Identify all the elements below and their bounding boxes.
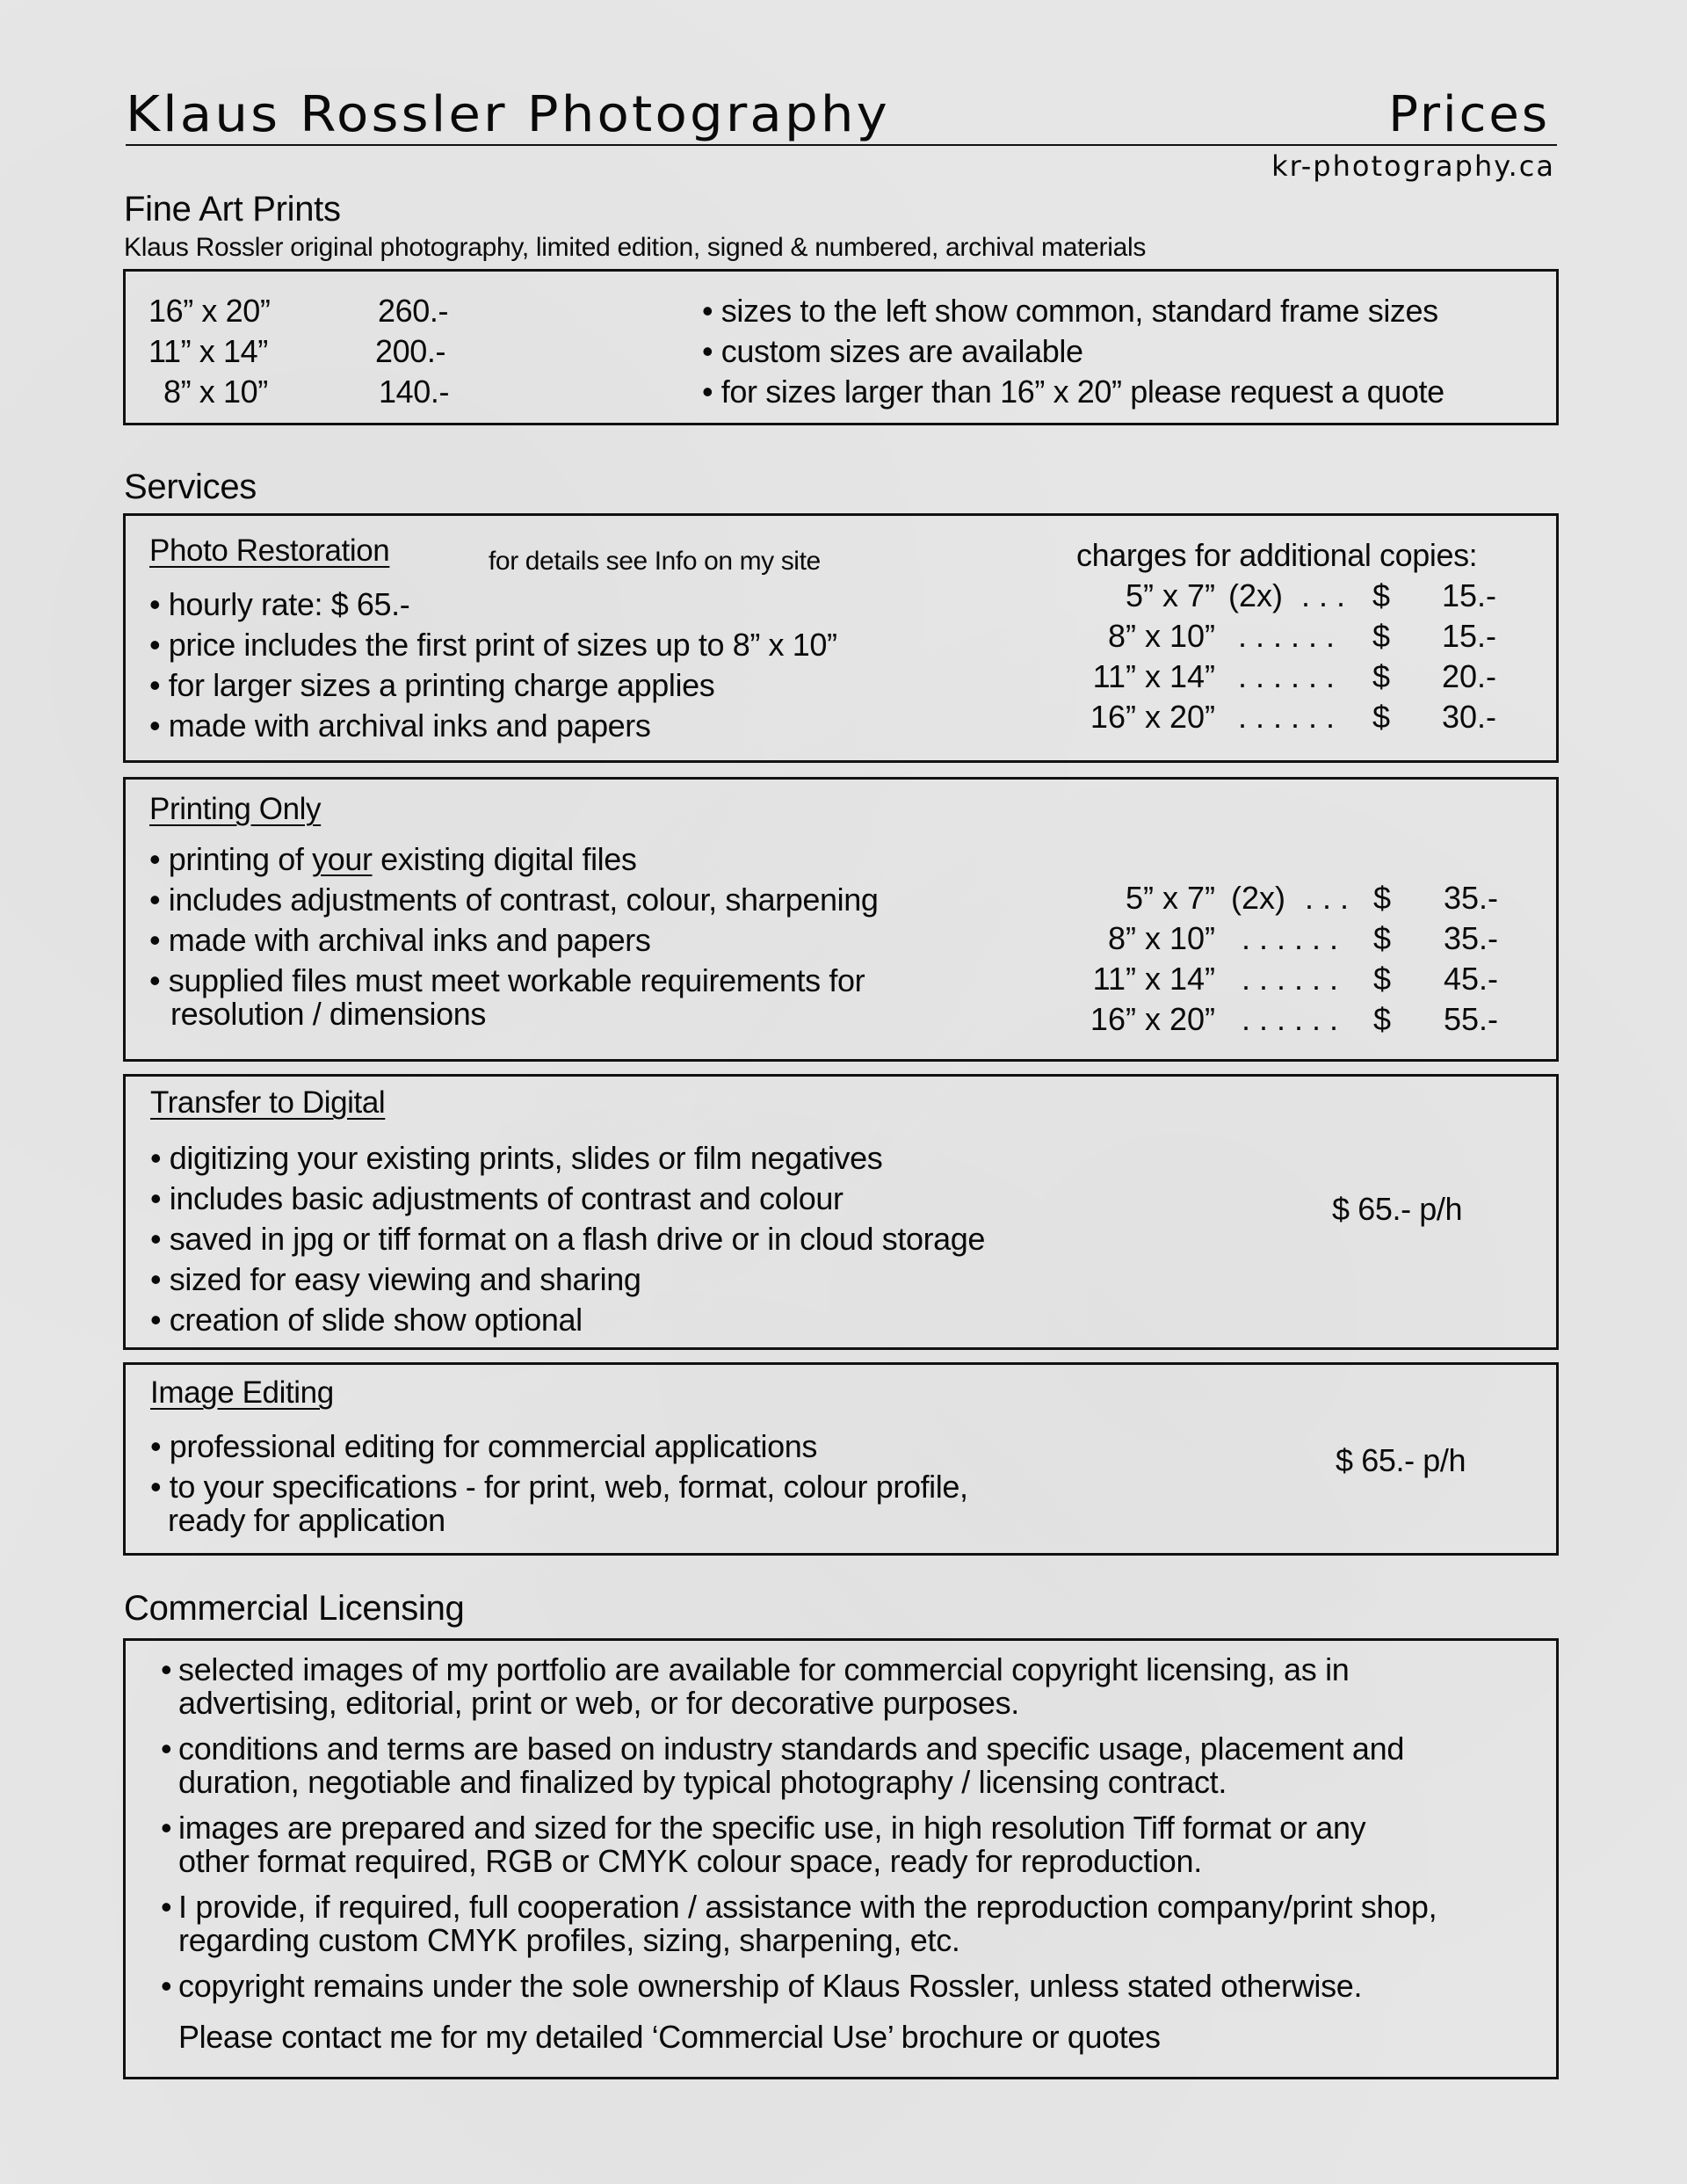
image-editing-box [123,1362,1559,1556]
fine-art-heading: Fine Art Prints [124,190,341,229]
fine-art-note: • custom sizes are available [702,333,1083,369]
fine-art-prices-box [123,269,1559,425]
copies-price-row [1075,618,1531,658]
transfer-bullet: • creation of slide show optional [150,1302,583,1338]
copy-dots: . . . . . . [1238,699,1336,735]
licensing-line: selected images of my portfolio are available for commercial copyright licensing, as in [178,1651,1350,1687]
print-dots: . . . . . . [1242,920,1339,956]
fine-art-note: • for sizes larger than 16” x 20” please request a quote [702,374,1444,410]
bullet: • [161,1651,172,1687]
print-size: 5” x 7” [1125,880,1215,916]
bullet: • [161,1968,172,2004]
editing-bullet: • professional editing for commercial applications [150,1428,817,1464]
copy-dots: . . . . . . [1238,618,1336,654]
print-currency: $ [1373,961,1392,997]
print-amount: 55.- [1443,1001,1498,1037]
print-currency: $ [1373,920,1392,956]
restoration-bullet: • hourly rate: $ 65.- [149,586,410,622]
transfer-bullet: • includes basic adjustments of contrast and colour [150,1180,844,1216]
copy-currency: $ [1372,577,1391,613]
fine-art-price: 140.- [379,374,450,410]
page-title: Klaus Rossler Photography [126,86,890,143]
print-size: 16” x 20” [1090,1001,1215,1037]
restoration-bullet: • made with archival inks and papers [149,707,651,744]
copies-price-row [1075,699,1531,739]
copies-price-row [1075,658,1531,699]
copy-currency: $ [1372,618,1391,654]
print-currency: $ [1373,1001,1392,1037]
copy-size: 11” x 14” [1092,658,1215,694]
restoration-bullet: • price includes the first print of sizes up to 8” x 10” [149,627,837,663]
fine-art-price: 260.- [378,293,449,329]
print-dots: . . . . . . [1242,1001,1339,1037]
licensing-line: regarding custom CMYK profiles, sizing, sharpening, etc. [178,1922,960,1958]
print-dots: . . . . . . [1242,961,1339,997]
licensing-heading: Commercial Licensing [124,1589,465,1628]
copy-amount: 15.- [1441,618,1496,654]
licensing-contact: Please contact me for my detailed ‘Commercial Use’ brochure or quotes [178,2019,1161,2055]
printing-price-row [1075,920,1531,961]
details-note: for details see Info on my site [489,547,821,576]
copy-currency: $ [1372,658,1391,694]
bullet: • [161,1731,172,1767]
printing-bullet: • includes adjustments of contrast, colour, sharpening [149,882,879,918]
copy-size: 8” x 10” [1107,618,1215,654]
services-heading: Services [124,468,257,506]
restoration-bullet: • for larger sizes a printing charge applies [149,667,715,703]
transfer-to-digital-box [123,1074,1559,1350]
copy-amount: 30.- [1441,699,1496,735]
licensing-line: images are prepared and sized for the specific use, in high resolution Tiff format or any [178,1810,1366,1846]
licensing-line: other format required, RGB or CMYK colour space, ready for reproduction. [178,1843,1202,1879]
copy-amount: 20.- [1441,658,1496,694]
fine-art-note: • sizes to the left show common, standard frame sizes [702,293,1438,329]
print-qty: (2x) [1231,880,1285,916]
licensing-line: conditions and terms are based on industry standards and specific usage, placement and [178,1731,1405,1767]
print-currency: $ [1373,880,1392,916]
copy-qty: (2x) [1228,577,1283,613]
fine-art-size: 8” x 10” [163,374,268,410]
editing-bullet-continuation: ready for application [168,1502,445,1538]
licensing-line: I provide, if required, full cooperation / assistance with the reproduction company/print shop, [178,1889,1437,1925]
copy-size: 5” x 7” [1125,577,1215,613]
print-amount: 35.- [1443,880,1498,916]
print-amount: 35.- [1443,920,1498,956]
copy-dots: . . . [1301,577,1346,613]
prices-title: Prices [1388,86,1550,143]
image-editing-title: Image Editing [150,1375,334,1410]
print-dots: . . . [1305,880,1350,916]
emphasis-your: your [312,841,373,877]
printing-price-row [1075,880,1531,920]
printing-bullet: • made with archival inks and papers [149,922,651,958]
transfer-rate: $ 65.- p/h [1332,1191,1463,1227]
copies-price-row [1075,577,1531,618]
printing-only-title: Printing Only [149,792,322,826]
licensing-line: advertising, editorial, print or web, or for decorative purposes. [178,1685,1019,1721]
copy-dots: . . . . . . [1238,658,1336,694]
print-amount: 45.- [1443,961,1498,997]
photo-restoration-title: Photo Restoration [149,533,390,568]
bullet: • [161,1889,172,1925]
copy-currency: $ [1372,699,1391,735]
copies-heading: charges for additional copies: [1076,537,1478,573]
printing-bullet [149,841,637,878]
print-size: 8” x 10” [1107,920,1215,956]
printing-bullet-continuation: resolution / dimensions [170,996,486,1032]
copy-amount: 15.- [1441,577,1496,613]
licensing-line: duration, negotiable and finalized by typical photography / licensing contract. [178,1764,1227,1800]
copy-size: 16” x 20” [1090,699,1215,735]
fine-art-price: 200.- [375,333,446,369]
transfer-bullet: • digitizing your existing prints, slides or film negatives [150,1140,883,1176]
editing-rate: $ 65.- p/h [1336,1442,1466,1478]
licensing-box [123,1638,1559,2079]
printing-bullet: • supplied files must meet workable requirements for [149,962,865,998]
website-link[interactable]: kr-photography.ca [1271,149,1555,183]
printing-price-row [1075,961,1531,1001]
fine-art-size: 11” x 14” [148,333,268,369]
header-divider [126,144,1557,146]
fine-art-subtitle: Klaus Rossler original photography, limited edition, signed & numbered, archival materials [124,233,1147,262]
transfer-bullet: • sized for easy viewing and sharing [150,1261,641,1297]
printing-price-row [1075,1001,1531,1041]
printing-only-box [123,777,1559,1062]
editing-bullet: • to your specifications - for print, web, format, colour profile, [150,1469,968,1505]
photo-restoration-box [123,513,1559,763]
transfer-bullet: • saved in jpg or tiff format on a flash drive or in cloud storage [150,1221,986,1257]
bullet: • [161,1810,172,1846]
printing-bullet-text: • printing of [149,841,313,877]
printing-bullet-text: existing digital files [372,841,637,877]
transfer-title: Transfer to Digital [150,1085,386,1120]
licensing-line: copyright remains under the sole ownership of Klaus Rossler, unless stated otherwise. [178,1968,1363,2004]
fine-art-size: 16” x 20” [148,293,271,329]
print-size: 11” x 14” [1092,961,1215,997]
